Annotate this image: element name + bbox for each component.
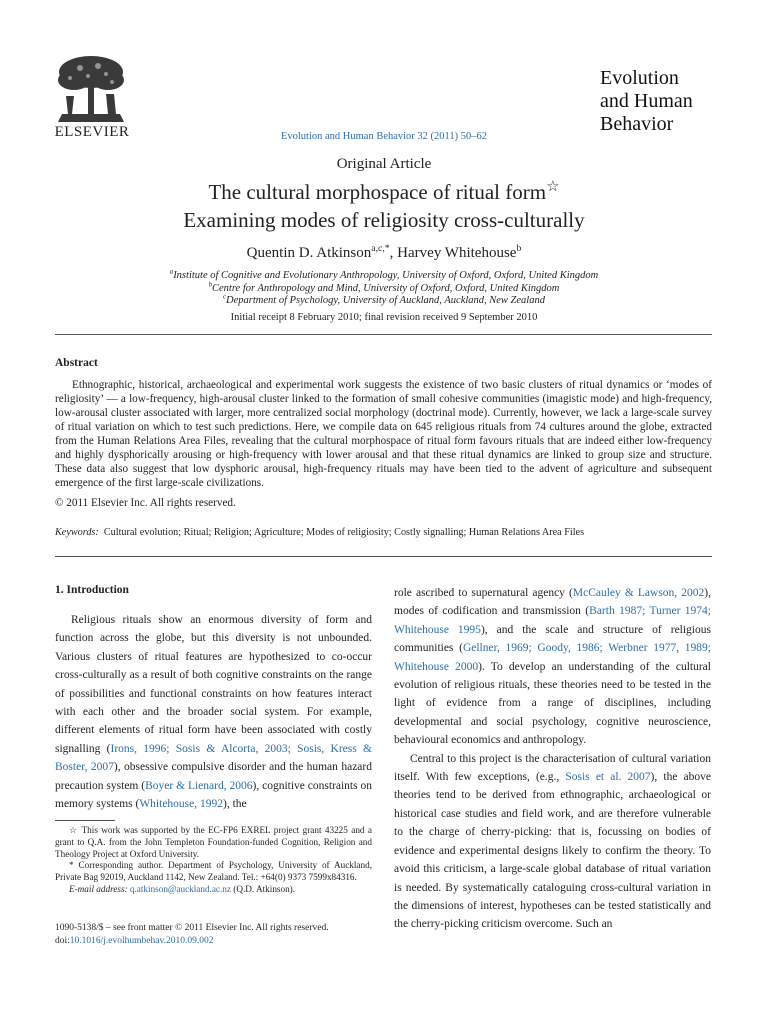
citation-link[interactable]: Barth 1987; Turner 1974; Whitehouse 1995 <box>394 605 711 636</box>
author-1-affiliation-marks: a,c,* <box>371 243 390 254</box>
footnote-corresponding-author <box>55 860 372 884</box>
body-text: ), the <box>223 798 247 811</box>
body-text: ), obsessive compulsive disorder and the human hazard precaution system ( <box>55 761 372 792</box>
doi-prefix: doi: <box>55 935 70 946</box>
abstract-body: Ethnographic, historical, archaeological and experimental work suggests the existence of two basic clusters of ritual dynamics or ‘modes of religiosity’ — a low-frequency, high-arousal cluster linked to the formation of small cohesive communities (imagistic mode) and high-frequency, low-arousal cluster associated with larger, more centralized social morphology (doctrinal mode). Currently, however, we lack a large-scale survey of ritual variation on which to test such predictions. Here, we compile data on 645 religious rituals from 74 cultures around the globe, extracted from the Human Relations Area Files, revealing that the cultural morphospace of ritual form favours rituals that are indeed either low-frequency and highly dysphorically arousing or high-frequency with lower arousal and that these ritual dynamics are linked to group size and structure. These data also suggest that low dysphoric arousal, high-frequency rituals may have been tied to the advent of agriculture and subsequent emergence of the first large-scale civilizations. <box>55 379 712 489</box>
issn-line: 1090-5138/$ – see front matter © 2011 Elsevier Inc. All rights reserved. <box>55 923 329 933</box>
footnote-email <box>55 884 372 896</box>
article-title-line-2: Examining modes of religiosity cross-culturally <box>183 208 585 232</box>
issn-doi-block <box>55 922 329 947</box>
citation-link[interactable]: Irons, 1996; Sosis & Alcorta, 2003; Sosis, Kress & Boster, 2007 <box>55 742 372 774</box>
body-text: ), modes of codification and transmission ( <box>394 587 711 618</box>
journal-citation[interactable]: Evolution and Human Behavior 32 (2011) 50–62 <box>280 131 488 142</box>
publisher-name: ELSEVIER <box>54 124 130 140</box>
author-2-affiliation-marks: b <box>516 243 522 254</box>
citation-link[interactable]: Gellner, 1969; Goody, 1986; Werbner 1977, 1989; Whitehouse 2000 <box>394 642 711 673</box>
body-column-left <box>55 611 372 813</box>
abstract-bottom-divider <box>55 556 712 557</box>
citation-link[interactable]: Sosis et al. 2007 <box>565 771 651 784</box>
affiliation-b <box>0 283 768 294</box>
footnote-asterisk-mark: * <box>69 860 74 871</box>
doi-line <box>55 935 329 948</box>
body-text: ), and the scale and structure of religious communities ( <box>394 623 711 655</box>
receipt-dates: Initial receipt 8 February 2010; final revision received 9 September 2010 <box>230 312 538 323</box>
email-label: E-mail address: <box>69 883 130 894</box>
affiliation-mark: a <box>169 268 174 276</box>
keywords <box>55 527 712 538</box>
authors <box>0 245 768 262</box>
email-link[interactable]: q.atkinson@auckland.ac.nz <box>129 883 231 894</box>
elsevier-tree-logo <box>52 50 130 126</box>
affiliation-a <box>0 270 768 281</box>
affiliation-text: Department of Psychology, University of Auckland, Auckland, New Zealand <box>226 295 545 306</box>
citation-link[interactable]: Boyer & Lienard, 2006 <box>145 779 253 792</box>
author-separator: , <box>389 245 398 261</box>
abstract-heading: Abstract <box>55 357 98 369</box>
doi-link[interactable]: 10.1016/j.evolhumbehav.2010.09.002 <box>69 935 214 946</box>
footnote-star-mark: ☆ <box>69 825 79 835</box>
author-2[interactable]: Harvey Whitehouse <box>397 245 517 261</box>
article-type: Original Article <box>336 156 432 172</box>
footnote-funding <box>55 825 372 860</box>
affiliation-text: Centre for Anthropology and Mind, University of Oxford, Oxford, United Kingdom <box>212 283 560 294</box>
journal-title <box>600 67 693 136</box>
body-paragraph <box>394 584 711 750</box>
footnote-text: This work was supported by the EC-FP6 EXREL project grant 43225 and a grant to Q.A. from the John Templeton Foundation-funded Cognition, Religion and Theology Project at Oxford University. <box>55 825 372 859</box>
article-title-line-1 <box>0 180 768 205</box>
star-footnote-marker[interactable]: ☆ <box>546 179 560 195</box>
journal-title-line: Evolution <box>600 67 679 89</box>
journal-title-line: Behavior <box>600 113 674 135</box>
keywords-list: Cultural evolution; Ritual; Religion; Agriculture; Modes of religiosity; Costly signalling; Human Relations Area Files <box>103 527 585 538</box>
affiliation-mark: b <box>208 281 213 289</box>
email-suffix: (Q.D. Atkinson). <box>230 883 296 894</box>
body-text: role ascribed to supernatural agency ( <box>394 587 573 599</box>
affiliation-text: Institute of Cognitive and Evolutionary Anthropology, University of Oxford, Oxford, United Kingdom <box>173 270 599 281</box>
affiliation-mark: c <box>223 293 227 301</box>
body-text: ). To develop an understanding of the cultural evolution of religious rituals, these theories need to be tested in the light of evidence from a range of disciplines, including developmental and social psychology, cognitive neuroscience, behavioural economics and anthropology. <box>394 660 711 747</box>
citation-link[interactable]: McCauley & Lawson, 2002 <box>572 587 705 599</box>
footnotes <box>55 825 372 896</box>
section-heading-introduction: 1. Introduction <box>55 584 129 596</box>
author-1[interactable]: Quentin D. Atkinson <box>246 245 372 261</box>
citation-link[interactable]: Whitehouse, 1992 <box>139 798 224 811</box>
body-text: ), cognitive constraints on memory systems ( <box>55 779 372 811</box>
journal-title-line: and Human <box>600 90 693 112</box>
abstract-top-divider <box>55 334 712 335</box>
keywords-label: Keywords: <box>55 527 99 538</box>
footnote-divider <box>55 820 115 821</box>
body-text: Central to this project is the characterisation of cultural variation itself. With few exceptions, (e.g., <box>394 752 711 784</box>
footnote-text: Corresponding author. Department of Psychology, University of Auckland, Private Bag 92019, Auckland 1142, New Zealand. Tel.: +64(0) 9373 7599x84316. <box>55 860 372 883</box>
body-text: Religious rituals show an enormous diversity of form and function across the globe, but this diversity is not unbounded. Various clusters of ritual features are hypothesized to co-occur cross-culturally as a result of both cognitive constraints on the range of possibilities and functional constraints on how features interact with each other and the broader social system. For example, different elements of ritual form have been associated with costly signalling ( <box>55 614 372 755</box>
body-paragraph <box>394 750 711 934</box>
affiliation-c <box>0 295 768 306</box>
body-paragraph <box>55 611 372 813</box>
abstract-copyright: © 2011 Elsevier Inc. All rights reserved. <box>55 497 236 509</box>
body-column-right <box>394 584 711 934</box>
title-text: The cultural morphospace of ritual form <box>208 180 547 204</box>
body-text: ), the above theories tend to be derived from ethnographic, archaeological or historical case studies and field work, and are therefore vulnerable to the charge of cherry-picking: that is, focussing on bodies of evidence and experimental designs likely to confirm the theory. To avoid this criticism, a large-scale global database of ritual variation is needed. By systematically cataloguing cross-cultural variation in the dimensions of interest, hypotheses can be tested statistically and the cherry-picking criticism overcome. Such an <box>394 771 712 931</box>
